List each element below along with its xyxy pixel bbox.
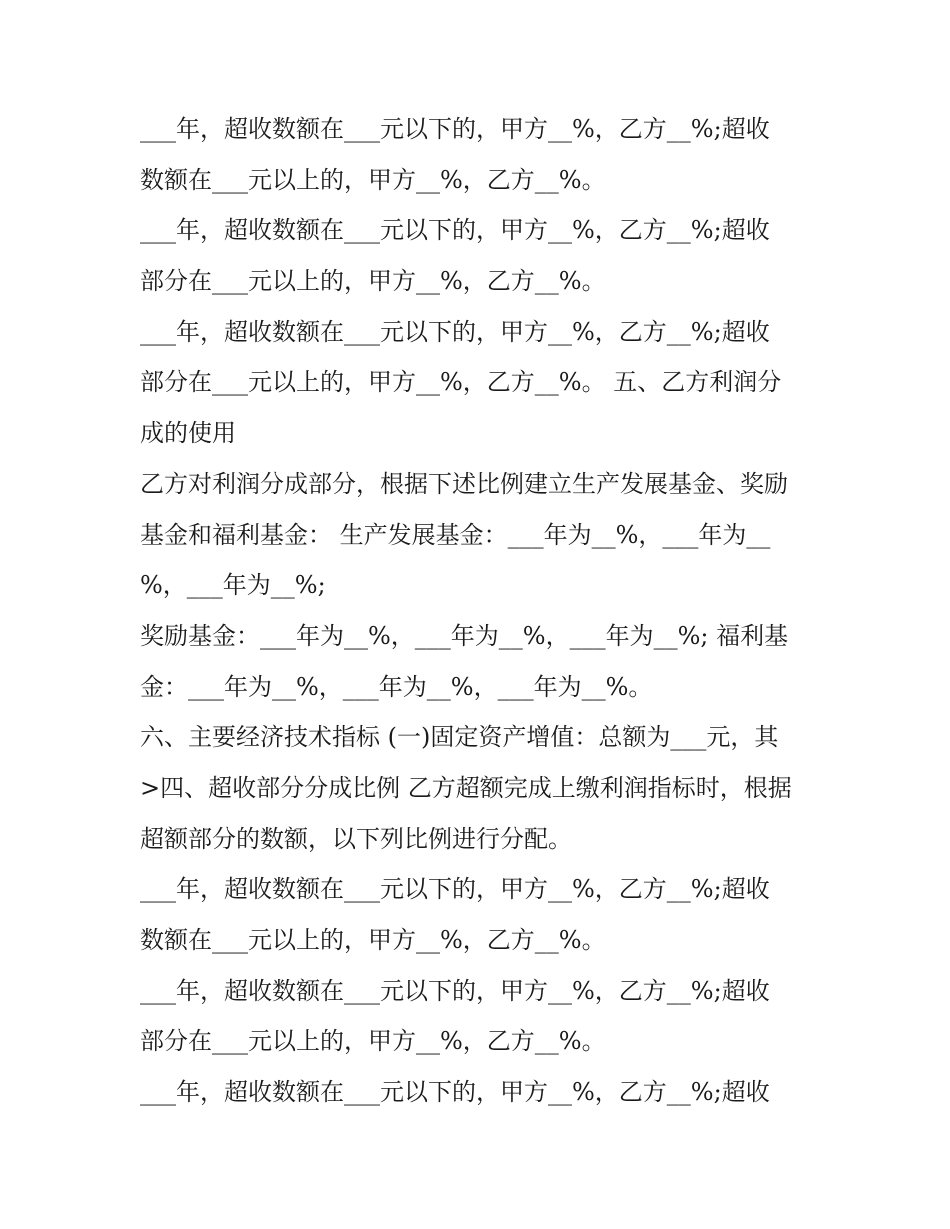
- text-line: 奖励基金：___年为__%，___年为__%，___年为__%; 福利基: [140, 621, 789, 650]
- text-line: 数额在___元以上的，甲方__%，乙方__%。: [140, 926, 606, 954]
- text-line: ___年，超收数额在___元以下的，甲方__%，乙方__%;超收: [140, 976, 770, 1005]
- text-line: 成的使用: [140, 419, 236, 448]
- document-body: [140, 104, 820, 1118]
- text-line: 部分在___元以上的，甲方__%，乙方__%。 五、乙方利润分: [140, 368, 782, 397]
- text-line: 超额部分的数额，以下列比例进行分配。: [140, 824, 572, 853]
- text-line: >四、超收部分分成比例 乙方超额完成上缴利润指标时，根据: [140, 773, 792, 802]
- text-line: 部分在___元以上的，甲方__%，乙方__%。: [140, 1027, 606, 1056]
- text-line: 基金和福利基金： 生产发展基金：___年为__%，___年为__: [140, 520, 771, 549]
- text-line: 部分在___元以上的，甲方__%，乙方__%。: [140, 267, 606, 296]
- text-line: 金：___年为__%，___年为__%，___年为__%。: [140, 672, 653, 701]
- text-line: %，___年为__%;: [140, 571, 326, 600]
- text-line: ___年，超收数额在___元以下的，甲方__%，乙方__%;超收: [140, 317, 770, 346]
- text-line: 乙方对利润分成部分，根据下述比例建立生产发展基金、奖励: [140, 469, 788, 498]
- text-line: ___年，超收数额在___元以下的，甲方__%，乙方__%;超收: [140, 216, 770, 245]
- text-line: ___年，超收数额在___元以下的，甲方__%，乙方__%;超收: [140, 1078, 770, 1107]
- text-line: 六、主要经济技术指标 (一)固定资产增值：总额为___元，其: [140, 723, 779, 752]
- text-line: ___年，超收数额在___元以下的，甲方__%，乙方__%;超收: [140, 875, 770, 904]
- text-line: 数额在___元以上的，甲方__%，乙方__%。: [140, 165, 606, 194]
- text-line: ___年，超收数额在___元以下的，甲方__%，乙方__%;超收: [140, 115, 770, 143]
